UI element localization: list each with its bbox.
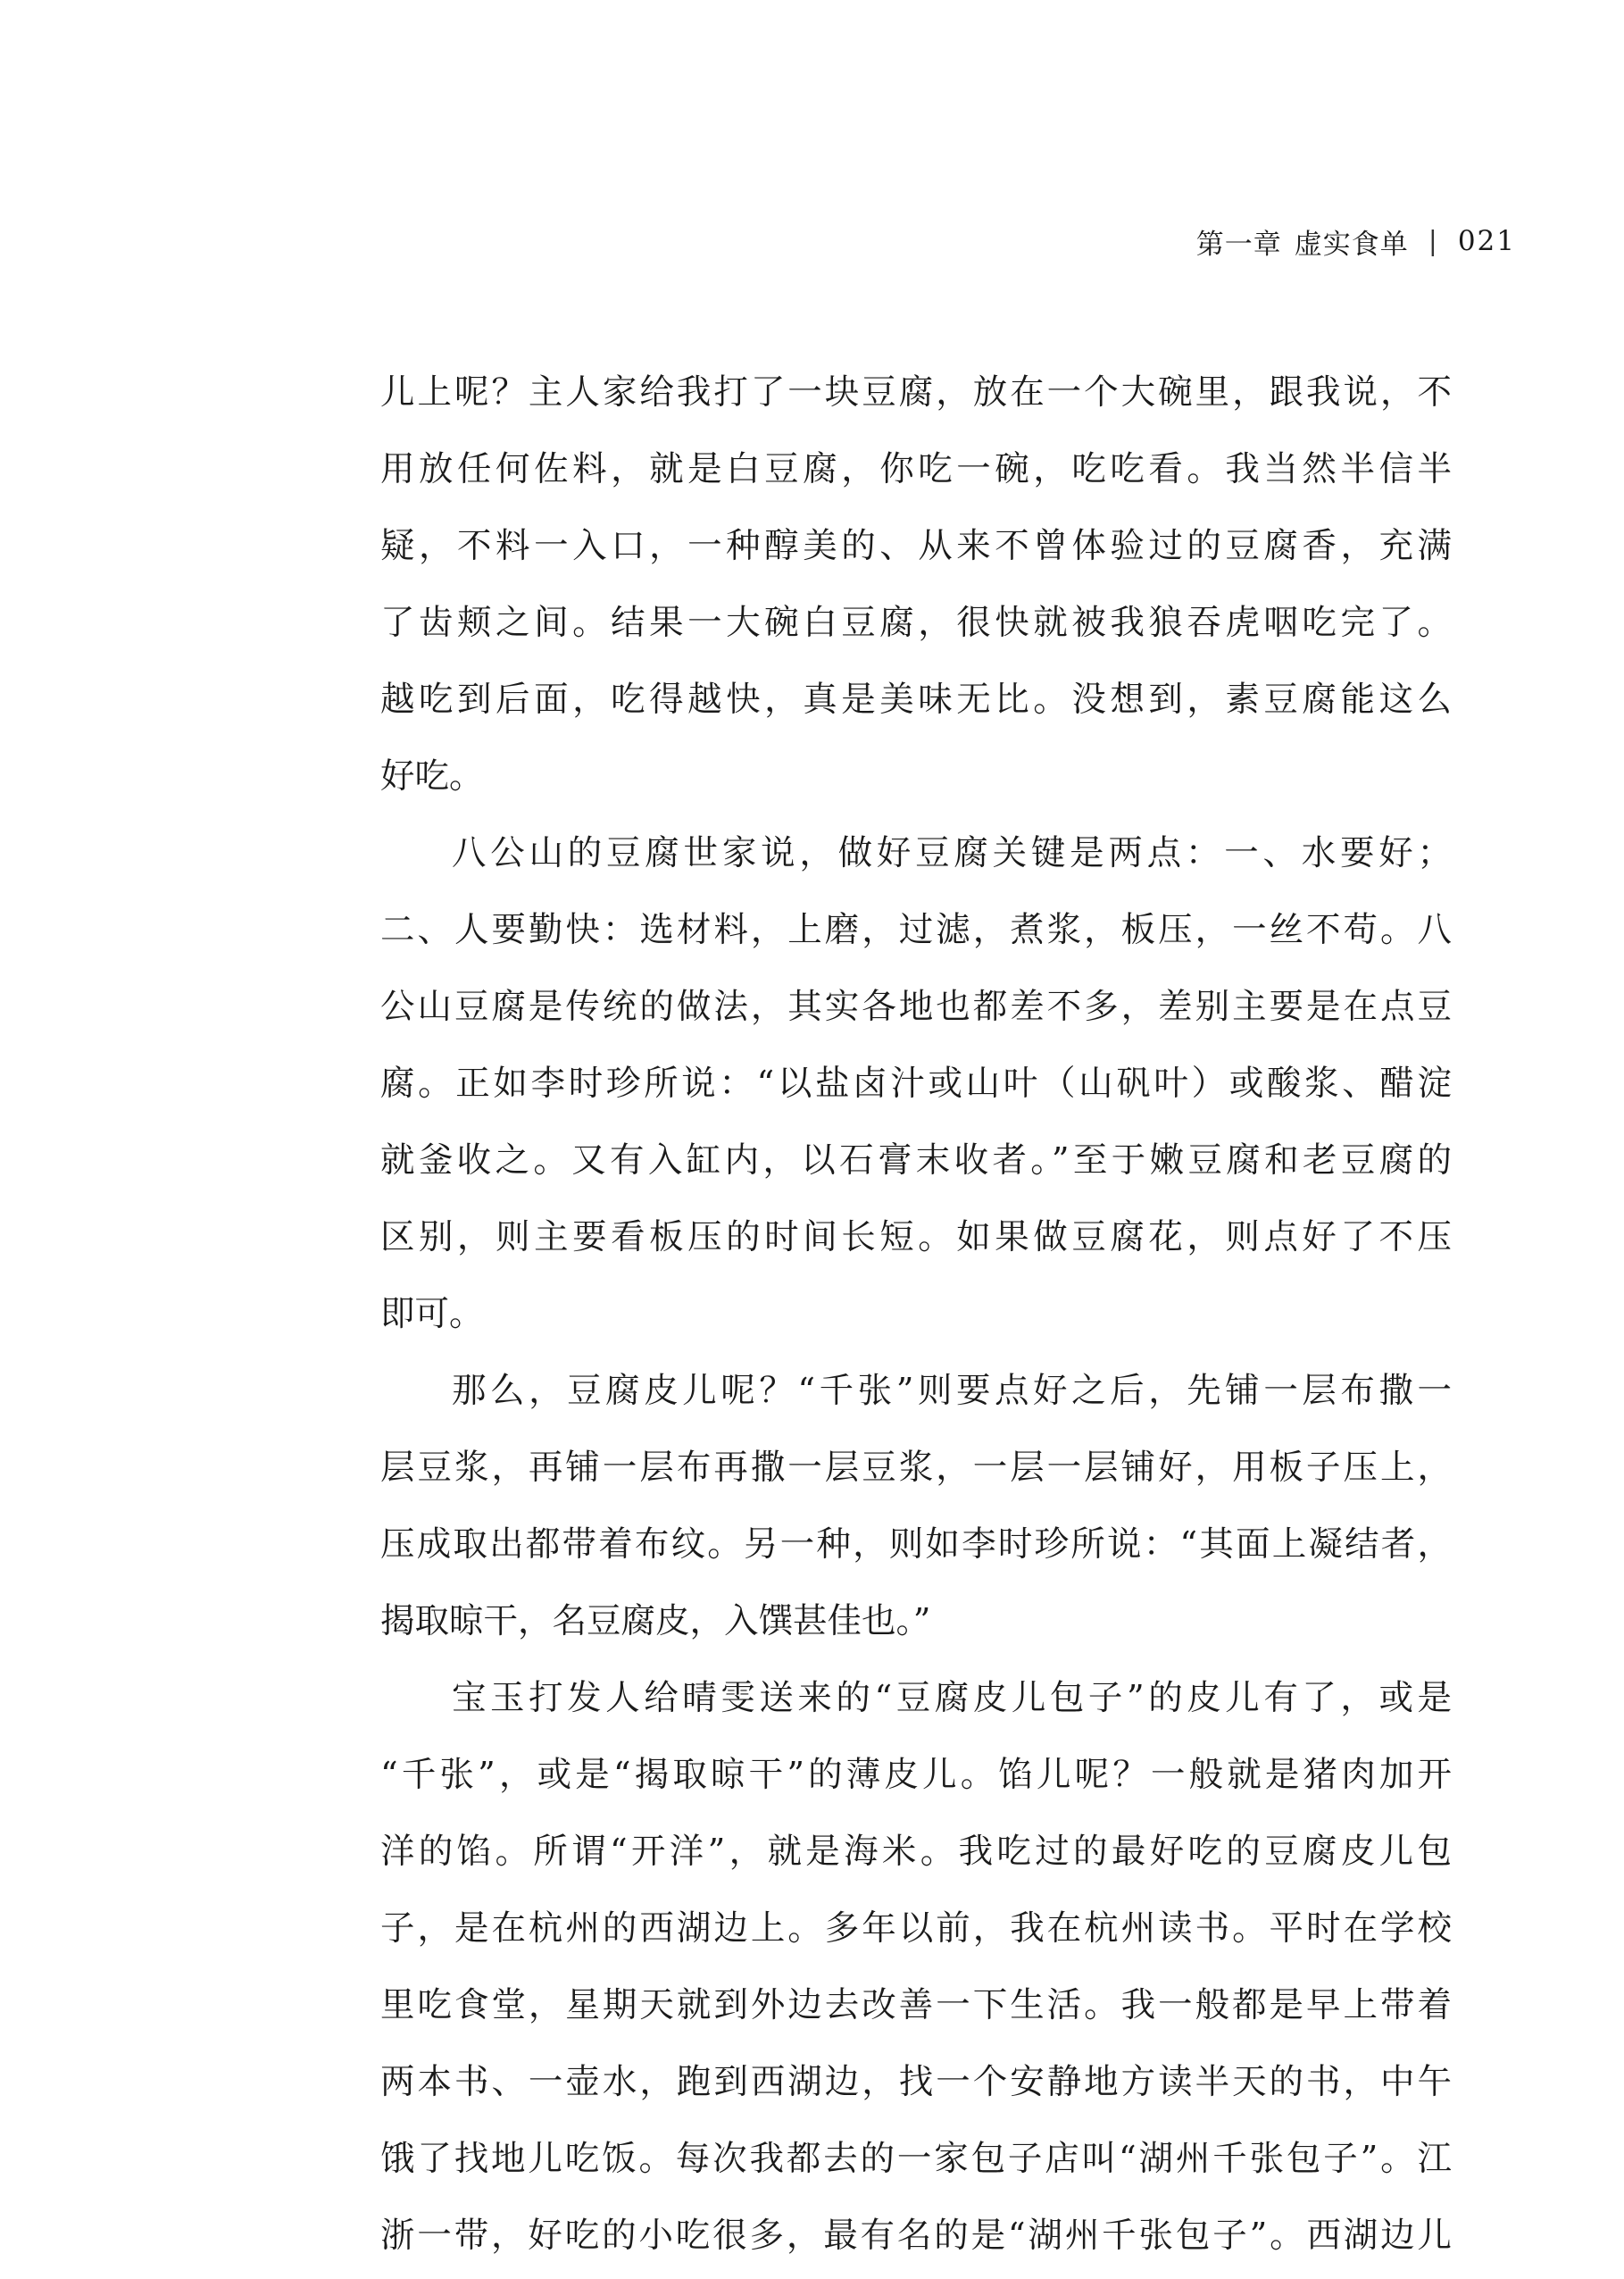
text-line: 那么，豆腐皮儿呢？“千张”则要点好之后，先铺一层布撒一 <box>452 1371 1452 1411</box>
text-line: 儿上呢？主人家给我打了一块豆腐，放在一个大碗里，跟我说，不 <box>380 372 1452 413</box>
section-title: 虚实食单 <box>1294 228 1409 261</box>
text-line: 越吃到后面，吃得越快，真是美味无比。没想到，素豆腐能这么 <box>380 680 1452 720</box>
text-line: 层豆浆，再铺一层布再撒一层豆浆，一层一层铺好，用板子压上， <box>380 1448 1452 1488</box>
text-line: 揭取晾干，名豆腐皮，入馔甚佳也。” <box>380 1601 931 1641</box>
text-line: 即可。 <box>380 1294 484 1334</box>
text-line: “千张”，或是“揭取晾干”的薄皮儿。馅儿呢？一般就是猪肉加开 <box>380 1755 1452 1795</box>
text-line: 子，是在杭州的西湖边上。多年以前，我在杭州读书。平时在学校 <box>380 1908 1452 1949</box>
text-line: 宝玉打发人给晴雯送来的“豆腐皮儿包子”的皮儿有了，或是 <box>452 1678 1452 1718</box>
chapter-label: 第一章 <box>1195 228 1282 261</box>
text-line: 饿了找地儿吃饭。每次我都去的一家包子店叫“湖州千张包子”。江 <box>380 2139 1452 2179</box>
text-line: 浙一带，好吃的小吃很多，最有名的是“湖州千张包子”。西湖边儿 <box>380 2216 1452 2256</box>
text-line: 疑，不料一入口，一种醇美的、从来不曾体验过的豆腐香，充满 <box>380 526 1452 566</box>
text-line: 就釜收之。又有入缸内，以石膏末收者。”至于嫩豆腐和老豆腐的 <box>380 1140 1452 1181</box>
text-line: 两本书、一壶水，跑到西湖边，找一个安静地方读半天的书，中午 <box>380 2062 1452 2102</box>
text-line: 用放任何佐料，就是白豆腐，你吃一碗，吃吃看。我当然半信半 <box>380 449 1452 489</box>
text-line: 了齿颊之间。结果一大碗白豆腐，很快就被我狼吞虎咽吃完了。 <box>380 603 1452 643</box>
text-line: 腐。正如李时珍所说：“以盐卤汁或山叶（山矾叶）或酸浆、醋淀 <box>380 1064 1452 1104</box>
text-line: 公山豆腐是传统的做法，其实各地也都差不多，差别主要是在点豆 <box>380 987 1452 1027</box>
text-line: 洋的馅。所谓“开洋”，就是海米。我吃过的最好吃的豆腐皮儿包 <box>380 1832 1452 1872</box>
text-line: 压成取出都带着布纹。另一种，则如李时珍所说：“其面上凝结者， <box>380 1524 1452 1565</box>
body-text <box>380 355 1452 2275</box>
text-line: 二、人要勤快：选材料，上磨，过滤，煮浆，板压，一丝不苟。八 <box>380 910 1452 950</box>
text-line: 里吃食堂，星期天就到外边去改善一下生活。我一般都是早上带着 <box>380 1985 1452 2025</box>
text-line: 八公山的豆腐世家说，做好豆腐关键是两点：一、水要好； <box>452 833 1452 873</box>
page-number: 021 <box>1457 225 1516 257</box>
text-line: 好吃。 <box>380 756 484 797</box>
text-line: 区别，则主要看板压的时间长短。如果做豆腐花，则点好了不压 <box>380 1217 1452 1257</box>
header-separator: | <box>1428 225 1438 257</box>
running-header <box>1071 220 1516 263</box>
